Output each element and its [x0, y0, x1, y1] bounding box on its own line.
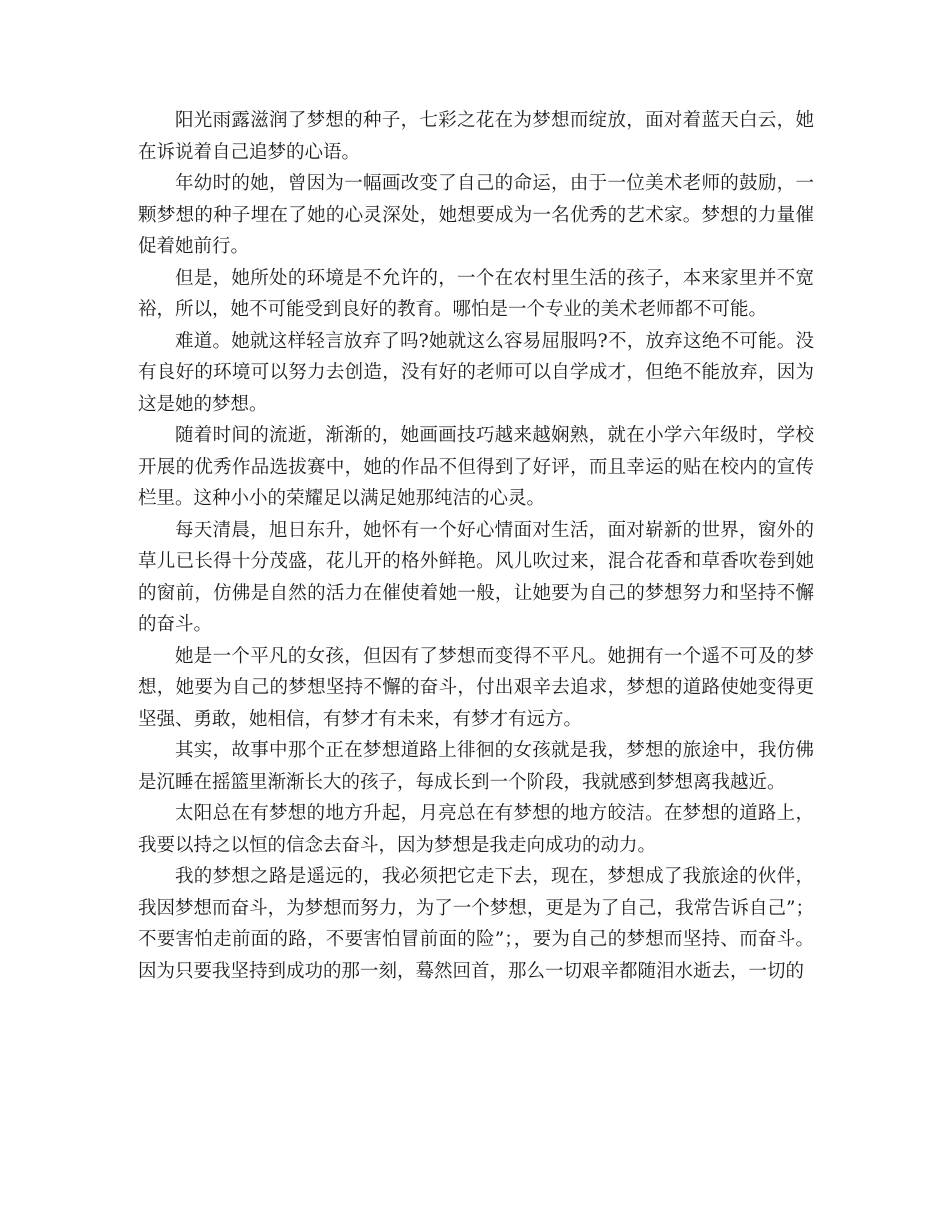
paragraph-2: 年幼时的她，曾因为一幅画改变了自己的命运，由于一位美术老师的鼓励，一颗梦想的种子埋在了她的心灵深处，她想要成为一名优秀的艺术家。梦想的力量催促着她前行。: [138, 173, 814, 257]
paragraph-10: 我的梦想之路是遥远的，我必须把它走下去，现在，梦想成了我旅途的伙伴，我因梦想而奋斗，为梦想而努力，为了一个梦想，更是为了自己，我常告诉自己”；不要害怕走前面的路，不要害怕冒前面的险”；，要为自己的梦想而坚持、而奋斗。因为只要我坚持到成功的那一刻，蓦然回首，那么一切艰辛都随泪水逝去，一切的: [138, 866, 814, 982]
paragraph-4: 难道。她就这样轻言放弃了吗?她就这么容易屈服吗?不，放弃这绝不可能。没有良好的环境可以努力去创造，没有好的老师可以自学成才，但绝不能放弃，因为这是她的梦想。: [138, 330, 814, 415]
paragraph-6: 每天清晨，旭日东升，她怀有一个好心情面对生活，面对崭新的世界，窗外的草儿已长得十分茂盛，花儿开的格外鲜艳。风儿吹过来，混合花香和草香吹卷到她的窗前，仿佛是自然的活力在催使着她一般，让她要为自己的梦想努力和坚持不懈的奋斗。: [138, 519, 814, 635]
paragraph-9: 太阳总在有梦想的地方升起，月亮总在有梦想的地方皎洁。在梦想的道路上，我要以持之以恒的信念去奋斗，因为梦想是我走向成功的动力。: [138, 803, 814, 856]
paragraph-5: 随着时间的流逝，渐渐的，她画画技巧越来越娴熟，就在小学六年级时，学校开展的优秀作品选拔赛中，她的作品不但得到了好评，而且幸运的贴在校内的宣传栏里。这种小小的荣耀足以满足她那纯洁的心灵。: [138, 425, 814, 509]
paragraph-7: 她是一个平凡的女孩，但因有了梦想而变得不平凡。她拥有一个遥不可及的梦想，她要为自己的梦想坚持不懈的奋斗，付出艰辛去追求，梦想的道路使她变得更坚强、勇敢，她相信，有梦才有未来，有梦才有远方。: [138, 645, 814, 730]
paragraph-1: 阳光雨露滋润了梦想的种子，七彩之花在为梦想而绽放，面对着蓝天白云，她在诉说着自己追梦的心语。: [138, 110, 814, 163]
paragraph-3: 但是，她所处的环境是不允许的，一个在农村里生活的孩子，本来家里并不宽裕，所以，她不可能受到良好的教育。哪怕是一个专业的美术老师都不可能。: [138, 267, 814, 320]
paragraph-8: 其实，故事中那个正在梦想道路上徘徊的女孩就是我，梦想的旅途中，我仿佛是沉睡在摇篮里渐渐长大的孩子，每成长到一个阶段，我就感到梦想离我越近。: [138, 740, 814, 793]
document-body: [138, 105, 814, 987]
